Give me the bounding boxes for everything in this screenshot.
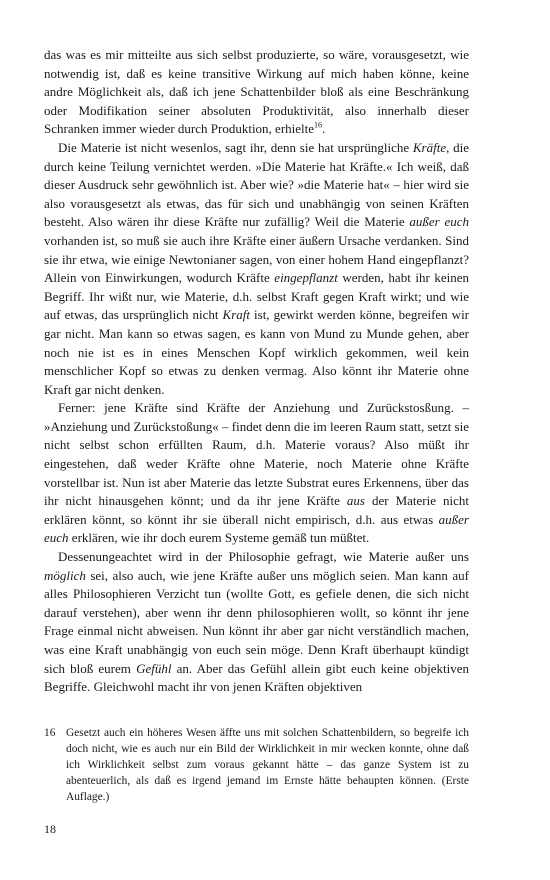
text-segment: an. Aber das Gefühl allein gibt euch keine objektiven Begriffe. Gleichwohl macht ihr von jenen Kräften objektiven <box>44 660 469 695</box>
footnote <box>44 726 469 806</box>
footnote-reference: 16 <box>314 121 323 131</box>
emphasis-text: außer euch <box>409 214 469 230</box>
text-segment: werden, habt ihr keinen Begriff. Ihr wißt nur, wie Materie, d.h. selbst Kraft gegen Kraft wirkt; und wie auf etwas, das ursprünglich nicht <box>44 270 469 323</box>
emphasis-text: Kraft <box>222 307 251 323</box>
text-segment: . <box>322 121 326 137</box>
text-segment: vorhanden ist, so muß sie auch ihre Kräfte einer äußern Ursache verdanken. Sind sie ihr etwa, wie einige Newtonianer sagen, von einer hohem Hand eingepflanzt? Allein von Einwirkungen, wodurch Kräfte <box>44 232 469 286</box>
paragraph-3 <box>44 399 469 548</box>
page-number: 18 <box>44 822 56 836</box>
text-segment: sei, also auch, wie jene Kräfte außer uns möglich seien. Man kann auf alles Philosophieren Verzicht tun (wollte Gott, es gefiele denen, die sich nicht darauf verstehen), aber wenn ihr denn philosophieren wollt, so könnt ihr jene Frage einmal nicht abweisen. Nun könnt ihr aber gar nicht verständlich machen, was eine Kraft unabhängig von euch sein möge. Denn Kraft überhaupt kündigt sich bloß eurem <box>44 567 469 676</box>
text-segment: , die durch keine Teilung vernichtet werden. »Die Materie hat Kräfte.« Ich weiß, daß dieser Ausdruck sehr gewöhnlich ist. Aber wie? »die Materie hat« – hier wird sie also vorausgesetzt als etwas, das für sich und unabhängig von seinen Kräften besteht. Also wären ihr diese Kräfte nur zufällig? Weil die Materie <box>44 139 469 230</box>
emphasis-text: außer euch <box>44 511 469 546</box>
footnote-number: 16 <box>44 727 56 739</box>
emphasis-text: Kräfte <box>412 139 447 155</box>
text-segment: Die Materie ist nicht wesenlos, sagt ihr, denn sie hat ursprüngliche <box>58 139 413 155</box>
text-segment: der Materie nicht erklären könnt, so könnt ihr sie überall nicht empirisch, d.h. aus etwas <box>44 493 470 527</box>
emphasis-text: möglich <box>44 567 86 583</box>
footnote-text: Gesetzt auch ein höheres Wesen äffte uns mit solchen Schattenbildern, so begreife ich doch nicht, wie es auch nur ein Bild der Wirklichkeit in mir wecken konnte, ohne daß ich Wirklichkeit selbst zum voraus gekannt hätte – das ganze System ist zu abenteuerlich, als daß es irgend jemand im Ernste hätte behaupten können. (Erste Auflage.) <box>66 727 469 803</box>
text-segment: ist, gewirkt werden könne, begreifen wir gar nicht. Man kann so etwas sagen, es kann von Mund zu Munde gehen, aber noch nie ist es in eines Menschen Kopf wirklich gekommen, weil kein menschlicher Kopf so etwas zu denken vermag. Also könnt ihr Materie ohne Kraft gar nicht denken. <box>44 307 470 397</box>
paragraph-2 <box>44 139 469 399</box>
text-segment: Ferner: jene Kräfte sind Kräfte der Anziehung und Zurückstosßung. – »Anziehung und Zurückstoßung« – findet denn die im leeren Raum statt, setzt sie nicht selbst schon erfüllten Raum, d.h. Materie voraus? Also müßt ihr eingestehen, daß weder Kräfte ohne Materie, noch Materie ohne Kräfte vorstellbar ist. Nun ist aber Materie das letzte Substrat eures Erkennens, über das ihr nicht hinausgehen könnt; und da ihr jene Kräfte <box>44 400 469 509</box>
text-segment: das was es mir mitteilte aus sich selbst produzierte, so wäre, vorausgesetzt, wie notwendig ist, daß es keine transitive Wirkung auf mich haben könne, keine andre Möglichkeit als, daß ich jene Schattenbilder bloß als eine Beschränkung oder Modifikation seiner absoluten Produktivität, also innerhalb dieser Schranken immer wieder durch Produktion, erhielte <box>44 47 469 137</box>
page-body <box>44 46 469 697</box>
emphasis-text: aus <box>346 493 365 509</box>
text-segment: Dessenungeachtet wird in der Philosophie gefragt, wie Materie außer uns <box>58 549 469 565</box>
emphasis-text: eingepflanzt <box>274 270 338 286</box>
text-segment: erklären, wie ihr doch eurem Systeme gemäß tun müßtet. <box>68 530 370 546</box>
emphasis-text: Gefühl <box>136 660 172 676</box>
paragraph-1 <box>44 46 469 139</box>
paragraph-4 <box>44 548 469 697</box>
